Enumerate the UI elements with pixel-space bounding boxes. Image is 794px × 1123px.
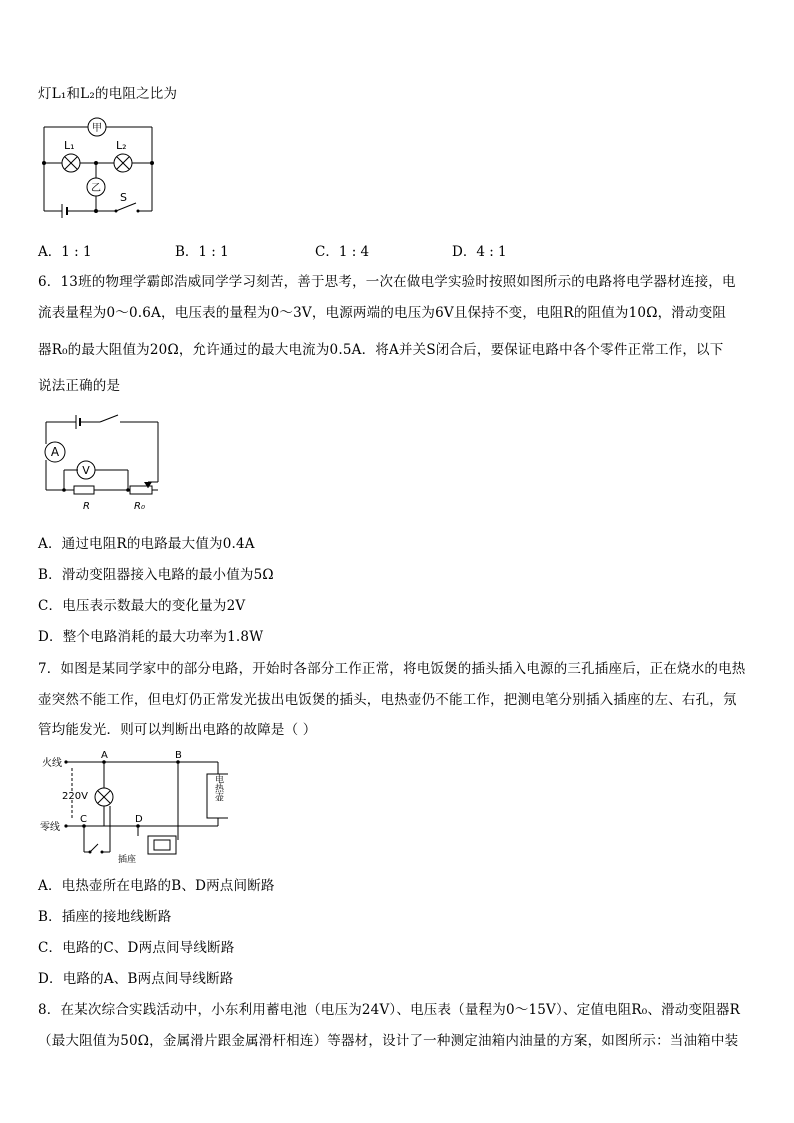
- q6-circuit-diagram: [38, 408, 168, 518]
- q7-stem-line-1: 7．如图是某同学家中的部分电路，开始时各部分工作正常，将电饭煲的插头插入电源的三孔插座后，正在烧水的电热: [38, 661, 746, 677]
- q6-stem-line-1: 6．13班的物理学霸郎浩威同学学习刻苦，善于思考，一次在做电学实验时按照如图所示的电路将电学器材连接，电: [38, 274, 736, 290]
- meter-mid-label: 乙: [91, 183, 101, 194]
- kettle-label: 电热壶: [213, 774, 223, 802]
- q8-stem-line-1: 8．在某次综合实践活动中，小东利用蓄电池（电压为24V）、电压表（量程为0～15V）、定值电阻R₀、滑动变阻器R: [38, 1002, 740, 1018]
- q7-stem-line-3: 管均能发光．则可以判断出电路的故障是（ ）: [38, 722, 317, 738]
- voltmeter-label: V: [82, 464, 90, 477]
- q6-stem-line-2: 流表量程为0～0.6A，电压表的量程为0～3V，电源两端的电压为6V且保持不变，电阻R的阻值为10Ω，滑动变阻: [38, 305, 727, 321]
- q7-option-b[interactable]: B．插座的接地线断路: [38, 909, 172, 925]
- point-b-label: B: [175, 750, 182, 761]
- neutral-wire-label: 零线: [40, 822, 60, 833]
- q6-option-a[interactable]: A．通过电阻R的电路最大值为0.4A: [38, 536, 255, 552]
- q6-option-b[interactable]: B．滑动变阻器接入电路的最小值为5Ω: [38, 567, 274, 583]
- point-d-label: D: [135, 814, 143, 825]
- q6-option-c[interactable]: C．电压表示数最大的变化量为2V: [38, 598, 246, 614]
- resistor-r0-label: R₀: [134, 501, 145, 512]
- socket-label: 插座: [118, 855, 137, 865]
- q7-option-a[interactable]: A．电热壶所在电路的B、D两点间断路: [38, 878, 275, 894]
- resistor-r-label: R: [83, 501, 90, 512]
- q6-stem-line-4: 说法正确的是: [38, 378, 121, 394]
- q5-option-d[interactable]: D．4 : 1: [452, 244, 507, 260]
- live-wire-label: 火线: [42, 758, 62, 769]
- q6-stem-line-3: 器R₀的最大阻值为20Ω，允许通过的最大电流为0.5A．将A并关S闭合后，要保证电路中各个零件正常工作，以下: [38, 342, 724, 358]
- point-a-label: A: [101, 750, 108, 761]
- lamp-l2-label: L₂: [116, 139, 127, 152]
- q5-option-a[interactable]: A．1 : 1: [38, 244, 92, 260]
- q5-option-b[interactable]: B．1 : 1: [175, 244, 229, 260]
- switch-label: S: [120, 191, 127, 204]
- ammeter-label: A: [50, 445, 60, 459]
- voltage-label: 220V: [62, 791, 88, 802]
- point-c-label: C: [80, 814, 87, 825]
- lamp-l1-label: L₁: [64, 139, 75, 152]
- q7-household-circuit-diagram: [38, 748, 228, 866]
- q7-option-c[interactable]: C．电路的C、D两点间导线断路: [38, 940, 235, 956]
- q5-option-c[interactable]: C．1 : 4: [315, 244, 370, 260]
- q6-option-d[interactable]: D．整个电路消耗的最大功率为1.8W: [38, 629, 264, 645]
- q8-stem-line-2: （最大阻值为50Ω，金属滑片跟金属滑杆相连）等器材，设计了一种测定油箱内油量的方案，如图所示：当油箱中装: [38, 1033, 739, 1049]
- q7-stem-line-2: 壶突然不能工作，但电灯仍正常发光拔出电饭煲的插头，电热壶仍不能工作，把测电笔分别插入插座的左、右孔，氖: [38, 692, 737, 708]
- q5-circuit-diagram: [38, 115, 163, 220]
- q7-option-d[interactable]: D．电路的A、B两点间导线断路: [38, 971, 234, 987]
- q5-stem: 灯L₁和L₂的电阻之比为: [38, 86, 178, 102]
- meter-top-label: 甲: [92, 123, 102, 134]
